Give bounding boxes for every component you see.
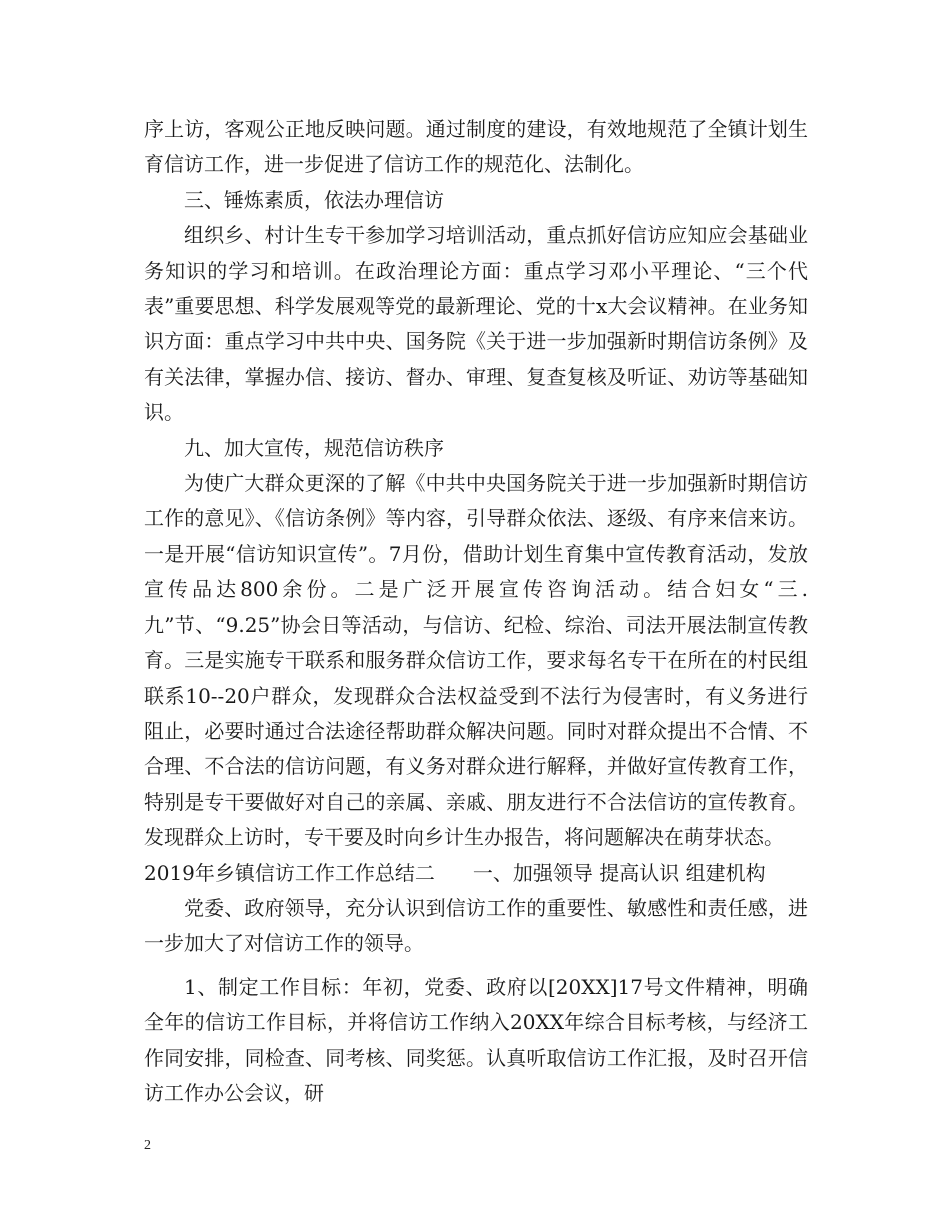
paragraph: 组织乡、村计生专干参加学习培训活动，重点抓好信访应知应会基础业务知识的学习和培训。在政治理论方面：重点学习邓小平理论、“三个代表”重要思想、科学发展观等党的最新理论、党的十x大会议精神。在业务知识方面：重点学习中共中央、国务院《关于进一步加强新时期信访条例》及有关法律，掌握办信、接访、督办、审理、复查复核及听证、劝访等基础知识。 xyxy=(144,223,808,425)
paragraph: 序上访，客观公正地反映问题。通过制度的建设，有效地规范了全镇计划生育信访工作，进一步促进了信访工作的规范化、法制化。 xyxy=(144,117,808,177)
document-title: 2019年乡镇信访工作工作总结二 xyxy=(144,860,435,885)
section-heading: 一、加强领导 提高认识 组建机构 xyxy=(472,860,766,885)
paragraph: 1、制定工作目标：年初，党委、政府以[20XX]17号文件精神，明确全年的信访工作目标，并将信访工作纳入20XX年综合目标考核，与经济工作同安排，同检查、同考核、同奖惩。认真听取信访工作汇报，及时召开信访工作办公会议，研 xyxy=(144,974,808,1105)
document-title-line xyxy=(144,856,808,891)
paragraph: 党委、政府领导，充分认识到信访工作的重要性、敏感性和责任感，进一步加大了对信访工作的领导。 xyxy=(144,895,808,956)
paragraph: 为使广大群众更深的了解《中共中央国务院关于进一步加强新时期信访工作的意见》、《信访条例》等内容，引导群众依法、逐级、有序来信来访。一是开展“信访知识宣传”。7月份，借助计划生育集中宣传教育活动，发放宣传品达800余份。二是广泛开展宣传咨询活动。结合妇女“三.九”节、“9.25”协会日等活动，与信访、纪检、综治、司法开展法制宣传教育。三是实施专干联系和服务群众信访工作，要求每名专干在所在的村民组联系10--20户群众，发现群众合法权益受到不法行为侵害时，有义务进行阻止，必要时通过合法途径帮助群众解决问题。同时对群众提出不合情、不合理、不合法的信访问题，有义务对群众进行解释，并做好宣传教育工作，特别是专干要做好对自己的亲属、亲戚、朋友进行不合法信访的宣传教育。发现群众上访时，专干要及时向乡计生办报告，将问题解决在萌芽状态。 xyxy=(144,471,808,850)
page-number: 2 xyxy=(144,1138,151,1153)
section-heading: 三、锤炼素质，依法办理信访 xyxy=(184,187,444,212)
document-body xyxy=(144,112,808,1111)
section-heading: 九、加大宣传，规范信访秩序 xyxy=(184,435,444,460)
